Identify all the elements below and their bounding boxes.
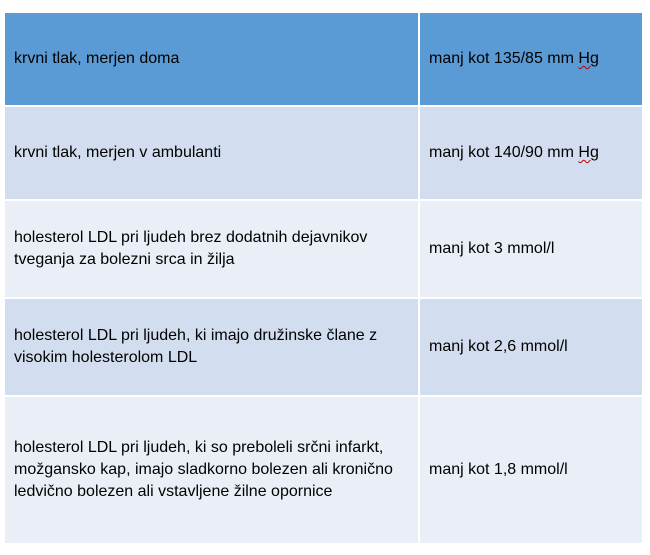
table-row	[4, 12, 643, 106]
table-row	[4, 200, 643, 298]
value-unit: Hg	[578, 50, 599, 67]
table-row	[4, 298, 643, 396]
row-label-home-blood-pressure: krvni tlak, merjen doma	[4, 12, 419, 106]
row-value-ldl-family-history: manj kot 2,6 mmol/l	[419, 298, 643, 396]
row-value-ldl-high-risk: manj kot 1,8 mmol/l	[419, 396, 643, 544]
row-value-ldl-no-risk: manj kot 3 mmol/l	[419, 200, 643, 298]
row-value-home-blood-pressure	[419, 12, 643, 106]
row-value-clinic-blood-pressure	[419, 106, 643, 200]
value-unit: Hg	[578, 144, 599, 161]
table-row	[4, 396, 643, 544]
row-label-ldl-family-history: holesterol LDL pri ljudeh, ki imajo družinske člane z visokim holesterolom LDL	[4, 298, 419, 396]
value-text: manj kot 135/85 mm	[429, 50, 579, 67]
row-label-ldl-high-risk: holesterol LDL pri ljudeh, ki so preboleli srčni infarkt, možgansko kap, imajo sladkorno bolezen ali kronično ledvično bolezen ali vstavljene žilne opornice	[4, 396, 419, 544]
value-text: manj kot 140/90 mm	[429, 144, 579, 161]
target-values-table	[3, 11, 644, 545]
table-row	[4, 106, 643, 200]
row-label-clinic-blood-pressure: krvni tlak, merjen v ambulanti	[4, 106, 419, 200]
row-label-ldl-no-risk: holesterol LDL pri ljudeh brez dodatnih dejavnikov tveganja za bolezni srca in žilja	[4, 200, 419, 298]
